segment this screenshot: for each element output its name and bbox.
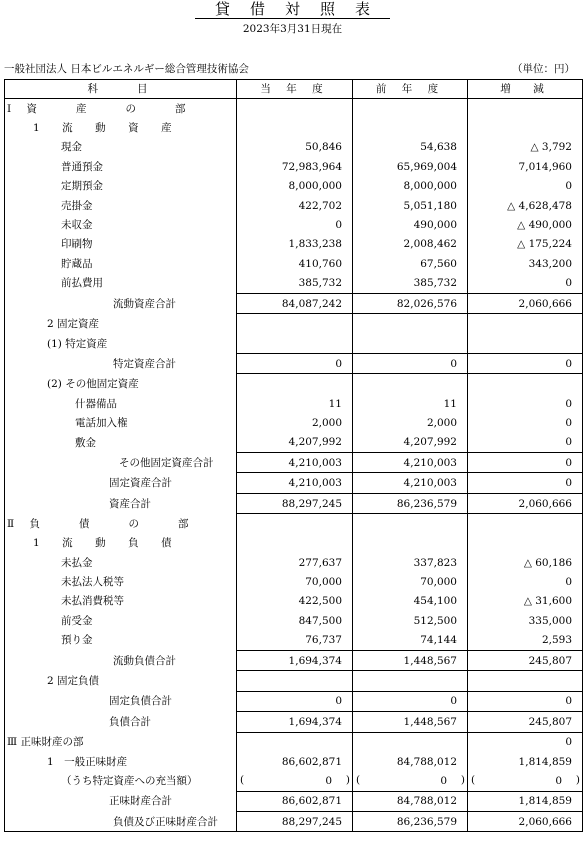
header-account: 科 目 [5,80,237,99]
current-year-value-cell [237,771,353,791]
current-year-value [237,118,353,137]
table-row [5,413,583,432]
previous-year-value [353,534,468,553]
table-row [5,118,583,137]
previous-year-value: 4,210,003 [353,453,468,473]
change-value: 0 [468,433,583,453]
change-value: 7,014,960 [468,157,583,176]
change-value: 0 [468,691,583,711]
account-label: 2 固定資産 [5,314,237,334]
previous-year-value [353,118,468,137]
change-value: △ 4,628,478 [468,196,583,215]
previous-year-value: 65,969,004 [353,157,468,176]
table-row [5,99,583,119]
table-row [5,493,583,513]
table-row [5,293,583,313]
table-row [5,631,583,651]
header-current-year: 当 年 度 [237,80,353,99]
account-label: 前払費用 [5,274,237,294]
current-year-value [237,374,353,394]
account-label: 固定資産合計 [5,473,237,493]
previous-year-value: 54,638 [353,138,468,157]
change-value [468,374,583,394]
table-row [5,453,583,473]
current-year-value: 0 [237,354,353,374]
current-year-value: 84,087,242 [237,293,353,313]
current-year-value: 72,983,964 [237,157,353,176]
change-value: 343,200 [468,254,583,273]
account-label: 定期預金 [5,177,237,196]
current-year-value [237,514,353,534]
table-header-row [5,80,583,99]
current-year-value [237,314,353,334]
current-year-value: 86,602,871 [237,791,353,811]
current-year-value: 385,732 [237,274,353,294]
previous-year-value [353,314,468,334]
previous-year-value: 512,500 [353,611,468,630]
change-value: 245,807 [468,650,583,670]
account-label: 什器備品 [5,394,237,413]
account-label: Ⅲ 正味財産の部 [5,732,237,752]
previous-year-value: 86,236,579 [353,493,468,513]
previous-year-value: 4,207,992 [353,433,468,453]
table-row [5,572,583,591]
change-value-cell [468,771,583,791]
balance-sheet-table [4,79,583,832]
table-row [5,650,583,670]
table-row [5,752,583,771]
as-of-date: 2023年3月31日現在 [242,23,343,35]
change-value [468,118,583,137]
table-row [5,215,583,234]
current-year-value: 4,207,992 [237,433,353,453]
table-row [5,553,583,572]
previous-year-value [353,374,468,394]
current-year-value: 1,694,374 [237,650,353,670]
previous-year-value [353,732,468,752]
table-row [5,374,583,394]
account-label: 未払消費税等 [5,592,237,611]
previous-year-value: 454,100 [353,592,468,611]
table-row [5,235,583,254]
change-value: 2,593 [468,631,583,651]
table-row [5,712,583,732]
table-row [5,812,583,832]
account-label: 貯蔵品 [5,254,237,273]
current-year-value [237,334,353,354]
change-value: 2,060,666 [468,293,583,313]
current-year-value: 2,000 [237,413,353,432]
account-label: 特定資産合計 [5,354,237,374]
account-label: (1) 特定資産 [5,334,237,354]
change-value [468,514,583,534]
unit-label: （単位：円） [512,63,575,75]
account-label: 前受金 [5,611,237,630]
change-value: 245,807 [468,712,583,732]
current-year-value: 422,702 [237,196,353,215]
table-row [5,771,583,791]
account-label: 売掛金 [5,196,237,215]
current-year-value: 70,000 [237,572,353,591]
table-body [5,99,583,832]
open-paren: ( [356,774,361,787]
previous-year-value [353,334,468,354]
close-paren: ) [345,774,350,787]
change-value: 2,060,666 [468,493,583,513]
current-year-value: 88,297,245 [237,493,353,513]
account-label: 敷金 [5,433,237,453]
close-paren: ) [575,774,580,787]
close-paren: ) [460,774,465,787]
account-label: 未収金 [5,215,237,234]
previous-year-value: 0 [440,774,447,787]
previous-year-value: 1,448,567 [353,650,468,670]
account-label: （うち特定資産への充当額） [5,771,237,791]
previous-year-value: 5,051,180 [353,196,468,215]
change-value: 0 [468,354,583,374]
change-value: 0 [468,572,583,591]
account-label: 電話加入権 [5,413,237,432]
previous-year-value: 1,448,567 [353,712,468,732]
previous-year-value: 70,000 [353,572,468,591]
current-year-value: 1,833,238 [237,235,353,254]
previous-year-value: 2,000 [353,413,468,432]
table-row [5,732,583,752]
table-row [5,138,583,157]
current-year-value [237,732,353,752]
change-value [468,314,583,334]
change-value: 1,814,859 [468,752,583,771]
account-label: 現金 [5,138,237,157]
change-value [468,99,583,119]
change-value: 0 [468,274,583,294]
previous-year-value: 82,026,576 [353,293,468,313]
account-label: (2) その他固定資産 [5,374,237,394]
change-value [468,334,583,354]
account-label: 流動資産合計 [5,293,237,313]
previous-year-value: 337,823 [353,553,468,572]
current-year-value [237,671,353,691]
account-label: 未払金 [5,553,237,572]
current-year-value: 0 [237,691,353,711]
change-value: 0 [468,413,583,432]
open-paren: ( [471,774,476,787]
account-label: 1 流 動 負 債 [5,534,237,553]
change-value: 0 [468,453,583,473]
current-year-value: 1,694,374 [237,712,353,732]
current-year-value: 847,500 [237,611,353,630]
document-title: 貸借対照表 [0,0,585,18]
current-year-value: 4,210,003 [237,453,353,473]
account-label: 印刷物 [5,235,237,254]
table-row [5,611,583,630]
change-value: 0 [468,394,583,413]
account-label: 1 一般正味財産 [5,752,237,771]
change-value [468,671,583,691]
previous-year-value: 84,788,012 [353,752,468,771]
table-row [5,394,583,413]
current-year-value [237,99,353,119]
account-label: 普通預金 [5,157,237,176]
previous-year-value [353,514,468,534]
account-label: 資産合計 [5,493,237,513]
table-row [5,254,583,273]
change-value [468,534,583,553]
previous-year-value-cell [353,771,468,791]
change-value: 2,060,666 [468,812,583,832]
current-year-value: 86,602,871 [237,752,353,771]
change-value: 1,814,859 [468,791,583,811]
change-value: 0 [468,473,583,493]
current-year-value: 88,297,245 [237,812,353,832]
open-paren: ( [240,774,245,787]
change-value: △ 31,600 [468,592,583,611]
current-year-value: 4,210,003 [237,473,353,493]
previous-year-value: 67,560 [353,254,468,273]
previous-year-value: 0 [353,354,468,374]
previous-year-value: 8,000,000 [353,177,468,196]
table-row [5,534,583,553]
change-value: 0 [468,732,583,752]
account-label: Ⅰ 資 産 の 部 [5,99,237,119]
table-row [5,671,583,691]
table-row [5,196,583,215]
table-row [5,274,583,294]
current-year-value: 277,637 [237,553,353,572]
header-change: 増 減 [468,80,583,99]
header-previous-year: 前 年 度 [353,80,468,99]
change-value: 0 [555,774,562,787]
current-year-value: 0 [237,215,353,234]
current-year-value: 410,760 [237,254,353,273]
table-row [5,314,583,334]
account-label: 負債及び正味財産合計 [5,812,237,832]
change-value: △ 175,224 [468,235,583,254]
table-row [5,514,583,534]
account-label: 預り金 [5,631,237,651]
table-row [5,691,583,711]
current-year-value: 50,846 [237,138,353,157]
table-row [5,791,583,811]
current-year-value: 11 [237,394,353,413]
table-row [5,354,583,374]
current-year-value: 8,000,000 [237,177,353,196]
change-value: △ 3,792 [468,138,583,157]
previous-year-value: 4,210,003 [353,473,468,493]
previous-year-value: 84,788,012 [353,791,468,811]
previous-year-value: 74,144 [353,631,468,651]
account-label: 2 固定負債 [5,671,237,691]
current-year-value: 76,737 [237,631,353,651]
previous-year-value: 86,236,579 [353,812,468,832]
account-label: 固定負債合計 [5,691,237,711]
table-row [5,334,583,354]
table-row [5,473,583,493]
previous-year-value: 2,008,462 [353,235,468,254]
current-year-value [237,534,353,553]
change-value: 0 [468,177,583,196]
account-label: 1 流 動 資 産 [5,118,237,137]
change-value: 335,000 [468,611,583,630]
account-label: Ⅱ 負 債 の 部 [5,514,237,534]
account-label: 流動負債合計 [5,650,237,670]
current-year-value: 422,500 [237,592,353,611]
previous-year-value: 490,000 [353,215,468,234]
account-label: その他固定資産合計 [5,453,237,473]
table-row [5,592,583,611]
account-label: 負債合計 [5,712,237,732]
change-value: △ 490,000 [468,215,583,234]
organization-name: 一般社団法人 日本ビルエネルギー総合管理技術協会 [4,63,249,75]
table-row [5,433,583,453]
previous-year-value: 385,732 [353,274,468,294]
account-label: 未払法人税等 [5,572,237,591]
current-year-value: 0 [325,774,332,787]
table-row [5,157,583,176]
table-row [5,177,583,196]
previous-year-value [353,99,468,119]
previous-year-value: 0 [353,691,468,711]
previous-year-value: 11 [353,394,468,413]
change-value: △ 60,186 [468,553,583,572]
account-label: 正味財産合計 [5,791,237,811]
previous-year-value [353,671,468,691]
